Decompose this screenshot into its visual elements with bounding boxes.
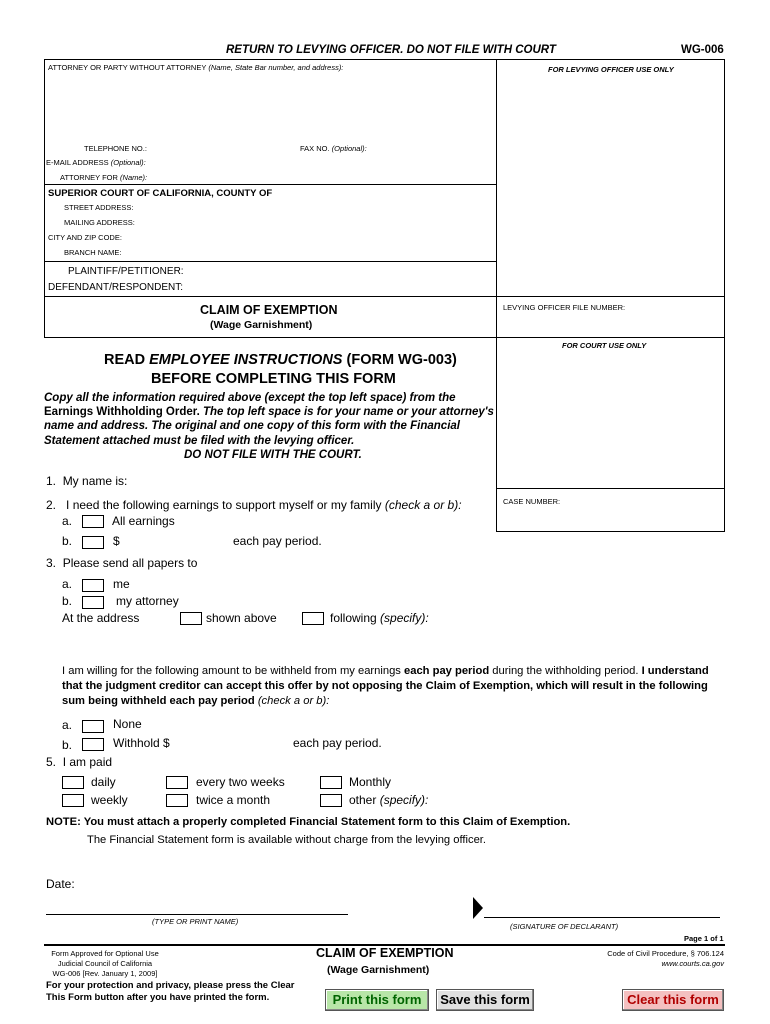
item3-following-text: following (specify):	[330, 611, 429, 625]
footer-title: CLAIM OF EXEMPTION	[316, 946, 454, 960]
item3-address: At the address	[62, 611, 140, 625]
item2-b-text: $	[113, 534, 120, 548]
item5-daily-checkbox[interactable]	[62, 776, 84, 789]
court-name: SUPERIOR COURT OF CALIFORNIA, COUNTY OF	[48, 188, 273, 199]
item5-other: other (specify):	[349, 793, 429, 807]
street-label: STREET ADDRESS:	[64, 203, 134, 212]
item1: 1. My name is:	[46, 474, 128, 488]
privacy-note: For your protection and privacy, please press the Clear This Form button after you have printed the form.	[46, 980, 295, 1003]
item3-following-checkbox[interactable]	[302, 612, 324, 625]
item5-every-two-checkbox[interactable]	[166, 776, 188, 789]
date-label: Date:	[46, 877, 75, 891]
mailing-label: MAILING ADDRESS:	[64, 218, 135, 227]
item4-a-checkbox[interactable]	[82, 720, 104, 733]
officer-use-label: FOR LEVYING OFFICER USE ONLY	[548, 65, 674, 74]
item2: 2. I need the following earnings to support myself or my family (check a or b):	[46, 498, 462, 512]
telephone-label: TELEPHONE NO.:	[84, 144, 147, 153]
item5-daily: daily	[91, 775, 116, 789]
item2-a-label: a.	[62, 514, 73, 528]
form-subtitle: (Wage Garnishment)	[210, 319, 313, 331]
item3-shown-checkbox[interactable]	[180, 612, 202, 625]
case-number-label: CASE NUMBER:	[503, 497, 561, 506]
item4-b-checkbox[interactable]	[82, 738, 104, 751]
item4-text: I am willing for the following amount to be withheld from my earnings each pay period during the withholding period. I understand that the judgment creditor can accept this offer by not opposing the Claim of Exemption, which will result in the following sum being withheld each pay period (check a or b):	[62, 665, 709, 707]
signature-label: (SIGNATURE OF DECLARANT)	[510, 922, 619, 931]
item4-a-label: a.	[62, 718, 73, 732]
item5: 5. I am paid	[46, 755, 113, 769]
save-button[interactable]: Save this form	[436, 989, 534, 1011]
item3-b-text: my attorney	[116, 594, 179, 608]
item5-weekly: weekly	[91, 793, 128, 807]
instructions-block: Copy all the information required above (except the top left space) from the Earnings Withholding Order. The top left space is for your name or your attorney's name and address. The original and one copy of this form with the Financial Statement attached must be filed with the levying officer. DO NOT FILE WITH THE COURT.	[44, 392, 494, 461]
item3-shown-text: shown above	[206, 611, 277, 625]
footer-subtitle: (Wage Garnishment)	[327, 964, 430, 976]
item2-a-text: All earnings	[112, 514, 175, 528]
item2-a-checkbox[interactable]	[82, 515, 104, 528]
read-instructions: READ EMPLOYEE INSTRUCTIONS (FORM WG-003)	[104, 352, 457, 368]
item4-b-tail: each pay period.	[293, 736, 382, 750]
note-line1: NOTE: You must attach a properly completed Financial Statement form to this Claim of Exemption.	[46, 816, 571, 828]
item2-b-label: b.	[62, 534, 73, 548]
item3-b-checkbox[interactable]	[82, 596, 104, 609]
item2-b-checkbox[interactable]	[82, 536, 104, 549]
item5-monthly: Monthly	[349, 775, 392, 789]
fax-label: FAX NO. (Optional):	[300, 144, 367, 153]
footer-left: Form Approved for Optional Use Judicial Council of California WG-006 [Rev. January 1, 2009]	[51, 949, 159, 978]
branch-label: BRANCH NAME:	[64, 248, 122, 257]
defendant-label: DEFENDANT/RESPONDENT:	[48, 282, 184, 293]
clear-button[interactable]: Clear this form	[622, 989, 724, 1011]
item5-other-checkbox[interactable]	[320, 794, 342, 807]
file-number-label: LEVYING OFFICER FILE NUMBER:	[503, 303, 626, 312]
email-label: E-MAIL ADDRESS (Optional):	[46, 158, 146, 167]
footer-right: Code of Civil Procedure, § 706.124 www.courts.ca.gov	[607, 949, 724, 968]
item3-a-text: me	[113, 577, 130, 591]
item5-twice-checkbox[interactable]	[166, 794, 188, 807]
signature-arrow-icon	[473, 897, 483, 919]
page-indicator: Page 1 of 1	[684, 934, 724, 943]
item4-b-label: b.	[62, 738, 73, 752]
court-use-label: FOR COURT USE ONLY	[562, 341, 647, 350]
note-line2: The Financial Statement form is available without charge from the levying officer.	[87, 834, 487, 846]
item3-b-label: b.	[62, 594, 73, 608]
item5-twice: twice a month	[196, 793, 271, 807]
plaintiff-label: PLAINTIFF/PETITIONER:	[68, 266, 184, 277]
item4-a-text: None	[113, 717, 142, 731]
item3-a-label: a.	[62, 577, 73, 591]
print-button[interactable]: Print this form	[325, 989, 429, 1011]
type-name-label: (TYPE OR PRINT NAME)	[152, 917, 239, 926]
item3-a-checkbox[interactable]	[82, 579, 104, 592]
city-label: CITY AND ZIP CODE:	[48, 233, 122, 242]
item5-every-two: every two weeks	[196, 775, 285, 789]
item5-weekly-checkbox[interactable]	[62, 794, 84, 807]
form-title: CLAIM OF EXEMPTION	[200, 303, 338, 317]
item4-b-text: Withhold $	[113, 736, 170, 750]
item3: 3. Please send all papers to	[46, 556, 198, 570]
form-number: WG-006	[681, 44, 724, 56]
attorney-label: ATTORNEY OR PARTY WITHOUT ATTORNEY (Name, State Bar number, and address):	[48, 63, 344, 72]
item5-monthly-checkbox[interactable]	[320, 776, 342, 789]
item2-b-tail: each pay period.	[233, 534, 322, 548]
attorney-for-label: ATTORNEY FOR (Name):	[60, 173, 148, 182]
read-instructions-2: BEFORE COMPLETING THIS FORM	[151, 371, 396, 387]
header-title: RETURN TO LEVYING OFFICER. DO NOT FILE WITH COURT	[226, 44, 556, 56]
